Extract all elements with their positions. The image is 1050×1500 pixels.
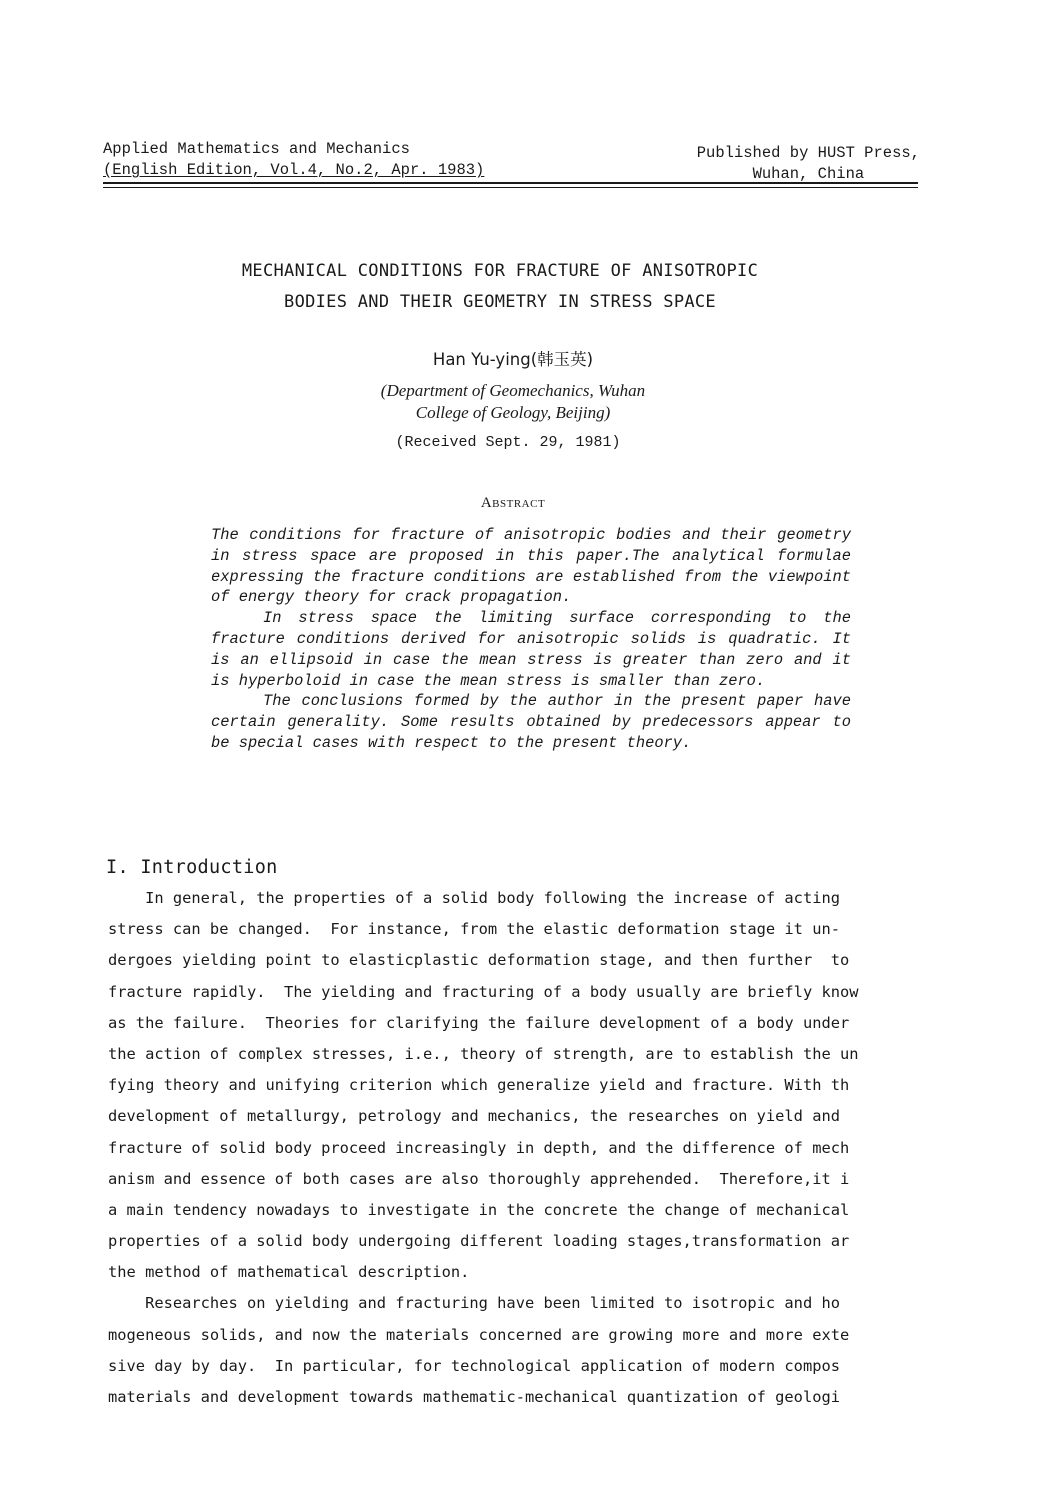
received-date: (Received Sept. 29, 1981)	[395, 434, 621, 451]
body-line: development of metallurgy, petrology and mechanics, the researches on yield and	[108, 1107, 841, 1126]
publisher-name: Published by HUST Press,	[696, 144, 920, 162]
author-name: Han Yu-ying(韩玉英)	[432, 350, 594, 369]
publisher-location: Wuhan, China	[752, 165, 865, 183]
body-line: fracture of solid body proceed increasingly in depth, and the difference of mech	[108, 1138, 850, 1157]
body-line: as the failure. Theories for clarifying the failure development of a body under	[108, 1013, 850, 1032]
abstract-paragraph-1: The conditions for fracture of anisotropic bodies and their geometry in stress space are proposed in this paper.The analytical formulae expressing the fracture conditions are established from the viewpoint of energy theory for crack propagation.	[211, 526, 851, 607]
body-line: anism and essence of both cases are also thoroughly apprehended. Therefore,it i	[108, 1169, 850, 1188]
running-header-right	[697, 143, 920, 185]
body-line: mogeneous solids, and now the materials concerned are growing more and more exte	[108, 1325, 850, 1344]
body-line: fracture rapidly. The yielding and fracturing of a body usually are briefly know	[108, 982, 859, 1001]
paper-title	[0, 256, 1000, 318]
body-line: fying theory and unifying criterion which generalize yield and fracture. With th	[108, 1076, 850, 1095]
header-rule-thin	[103, 187, 918, 188]
body-line: materials and development towards mathematic-mechanical quantization of geologi	[108, 1388, 841, 1406]
body-line: stress can be changed. For instance, from the elastic deformation stage it un-	[108, 920, 841, 939]
section-body	[108, 883, 934, 1413]
abstract-paragraph-2: In stress space the limiting surface corresponding to the fracture conditions derived for anisotropic solids is quadratic. It is an ellipsoid in case the mean stress is greater than zero and it is hyperboloid in case the mean stress is smaller than zero.	[211, 609, 851, 690]
body-line: the method of mathematical description.	[108, 1263, 470, 1282]
abstract-body	[211, 525, 851, 754]
body-line: dergoes yielding point to elasticplastic deformation stage, and then further to	[108, 951, 850, 970]
title-line-1: MECHANICAL CONDITIONS FOR FRACTURE OF ANISOTROPIC	[241, 261, 759, 281]
journal-name: Applied Mathematics and Mechanics	[103, 140, 410, 158]
body-line: Researches on yielding and fracturing have been limited to isotropic and ho	[108, 1294, 841, 1313]
body-line: In general, the properties of a solid body following the increase of acting	[108, 889, 841, 907]
abstract-heading: Abstract	[480, 495, 546, 511]
affiliation-line-2: College of Geology, Beijing)	[415, 403, 611, 422]
header-rule-thick	[103, 182, 918, 184]
journal-edition: (English Edition, Vol.4, No.2, Apr. 1983)	[103, 161, 485, 179]
author-affiliation	[0, 380, 1026, 424]
body-line: sive day by day. In particular, for technological application of modern compos	[108, 1356, 841, 1375]
section-heading: I. Introduction	[106, 857, 278, 878]
running-header-left	[103, 139, 484, 181]
body-line: a main tendency nowadays to investigate in the concrete the change of mechanical	[108, 1200, 850, 1219]
body-line: the action of complex stresses, i.e., theory of strength, are to establish the un	[108, 1044, 859, 1063]
affiliation-line-1: (Department of Geomechanics, Wuhan	[380, 381, 646, 400]
abstract-paragraph-3: The conclusions formed by the author in the present paper have certain generality. Some results obtained by predecessors appear to be special cases with respect to the present theory.	[211, 692, 851, 752]
body-line: properties of a solid body undergoing different loading stages,transformation ar	[108, 1232, 850, 1251]
title-line-2: BODIES AND THEIR GEOMETRY IN STRESS SPACE	[284, 292, 716, 312]
